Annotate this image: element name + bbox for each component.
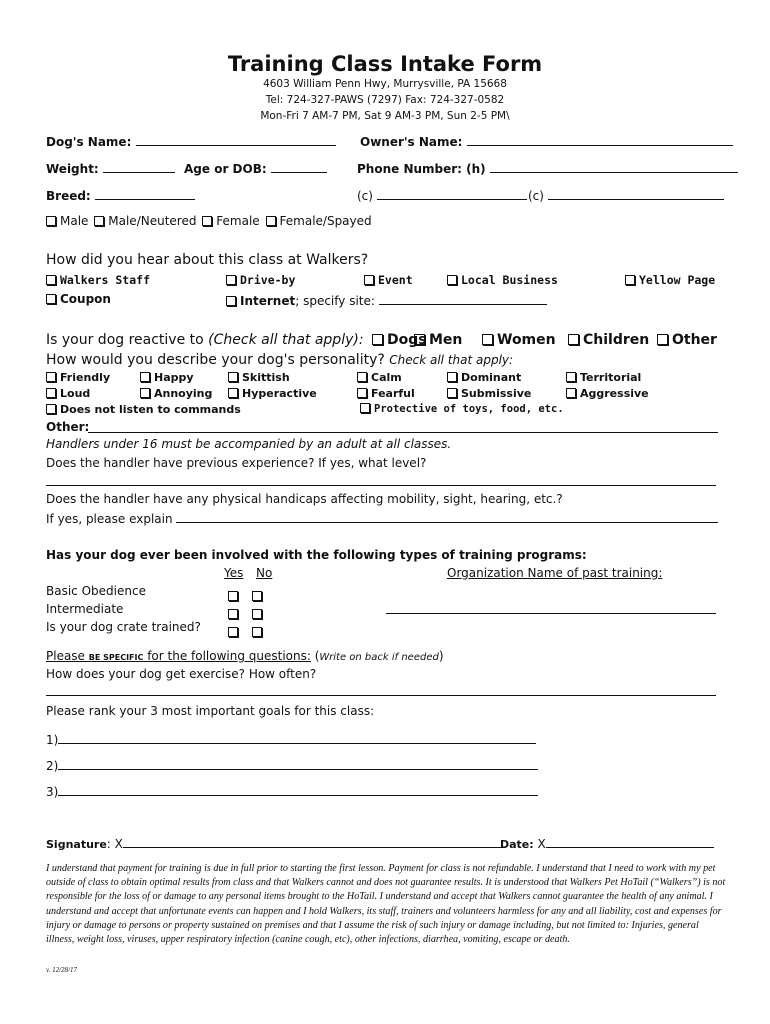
cell-2-field[interactable] bbox=[528, 187, 724, 203]
intermediate-no-checkbox[interactable] bbox=[252, 604, 266, 623]
female-checkbox[interactable] bbox=[202, 216, 212, 226]
goal-1-field[interactable] bbox=[46, 731, 536, 747]
personality-dominant[interactable]: Dominant bbox=[447, 371, 521, 384]
goal-2-blank[interactable] bbox=[58, 757, 538, 770]
form-title: Training Class Intake Form bbox=[227, 52, 543, 76]
cell-1-label: (c) bbox=[357, 189, 373, 203]
goal-3-field[interactable] bbox=[46, 783, 538, 799]
handler-experience-question: Does the handler have previous experience? If yes, what level? bbox=[46, 456, 427, 470]
liability-disclaimer: I understand that payment for training is due in full prior to starting the first lesson. Payment for class is not refundable. I understand that I need to work with my pet outside of class to obtain optimal results from class and that Walkers cannot and does not guarantee results. It is understood that Walkers Pet HoTail (“Walkers”) is not responsible for the loss of or damage to any personal items brought to the HoTail. I understand and accept that Walkers cannot guarantee the health of any animal. I understand and accept that unfortunate events can happen and I hold Walkers, its staff, trainers and volunteers harmless for any and all liability, cost and expenses for injury or damage to persons or property sustained on premises and that I assume the risk of such injury or damage including, but not limited to: Injuries, general illness, weight loss, viruses, upper respiratory infection (canine cough, etc), other infections, diarrhea, vomiting, escape or death. bbox=[46, 863, 726, 946]
personality-annoying[interactable]: Annoying bbox=[140, 387, 212, 400]
goal-3-label: 3) bbox=[46, 785, 59, 799]
dog-name-label: Dog's Name: bbox=[46, 135, 132, 149]
basic-obedience-no-checkbox[interactable] bbox=[252, 586, 266, 605]
training-org-header: Organization Name of past training: bbox=[447, 566, 663, 580]
age-label: Age or DOB: bbox=[184, 162, 267, 176]
dog-name-field[interactable] bbox=[46, 133, 336, 149]
owner-name-field[interactable] bbox=[360, 133, 733, 149]
personality-aggressive[interactable]: Aggressive bbox=[566, 387, 649, 400]
personality-happy[interactable]: Happy bbox=[140, 371, 194, 384]
age-field[interactable] bbox=[184, 160, 327, 176]
personality-fearful[interactable]: Fearful bbox=[357, 387, 415, 400]
personality-hyperactive[interactable]: Hyperactive bbox=[228, 387, 317, 400]
owner-name-label: Owner's Name: bbox=[360, 135, 463, 149]
breed-label: Breed: bbox=[46, 189, 91, 203]
cell-2-label: (c) bbox=[528, 189, 544, 203]
owner-name-blank[interactable] bbox=[467, 133, 733, 146]
reactive-dogs-checkbox[interactable] bbox=[372, 334, 383, 345]
hear-drive-by[interactable]: Drive-by bbox=[226, 273, 295, 287]
personality-territorial[interactable]: Territorial bbox=[566, 371, 641, 384]
handicaps-explain-blank[interactable] bbox=[176, 510, 718, 523]
goals-question: Please rank your 3 most important goals for this class: bbox=[46, 704, 375, 718]
personality-skittish[interactable]: Skittish bbox=[228, 371, 290, 384]
male-label: Male bbox=[60, 214, 89, 228]
dog-name-blank[interactable] bbox=[136, 133, 336, 146]
male-neutered-checkbox[interactable] bbox=[94, 216, 104, 226]
specify-site-label: ; specify site: bbox=[295, 294, 375, 308]
handicaps-explain-field[interactable] bbox=[46, 510, 718, 526]
specify-site-blank[interactable] bbox=[379, 292, 547, 305]
male-checkbox[interactable] bbox=[46, 216, 56, 226]
training-yes-header: Yes bbox=[224, 566, 244, 580]
hours-line: Mon-Fri 7 AM-7 PM, Sat 9 AM-3 PM, Sun 2-5 PM\ bbox=[260, 110, 510, 122]
signature-field[interactable]: Signature: X bbox=[46, 835, 503, 851]
personality-question: How would you describe your dog's personality? Check all that apply: bbox=[46, 352, 514, 368]
phone-fax-line: Tel: 724-327-PAWS (7297) Fax: 724-327-0582 bbox=[265, 94, 505, 106]
phone-field[interactable] bbox=[357, 160, 738, 176]
cell-2-blank[interactable] bbox=[548, 187, 724, 200]
hear-about-question: How did you hear about this class at Walkers? bbox=[46, 252, 369, 268]
internet-label: Internet bbox=[240, 294, 296, 308]
version-note: v. 12/28/17 bbox=[46, 966, 77, 974]
reactive-women[interactable]: Women bbox=[482, 332, 556, 348]
female-label: Female bbox=[216, 214, 260, 228]
personality-protective[interactable]: Protective of toys, food, etc. bbox=[360, 403, 564, 415]
address-line: 4603 William Penn Hwy, Murrysville, PA 15668 bbox=[263, 78, 507, 90]
personality-submissive[interactable]: Submissive bbox=[447, 387, 531, 400]
crate-trained-yes-checkbox[interactable] bbox=[228, 622, 242, 641]
goal-1-label: 1) bbox=[46, 733, 59, 747]
age-blank[interactable] bbox=[271, 160, 327, 173]
goal-1-blank[interactable] bbox=[58, 731, 536, 744]
hear-coupon[interactable]: Coupon bbox=[46, 292, 111, 306]
date-blank[interactable] bbox=[546, 835, 714, 848]
training-row-label: Is your dog crate trained? bbox=[46, 620, 201, 634]
training-no-header: No bbox=[256, 566, 273, 580]
sex-options bbox=[46, 214, 372, 228]
reactive-other[interactable]: Other bbox=[657, 332, 717, 348]
breed-field[interactable] bbox=[46, 187, 195, 203]
crate-trained-no-checkbox[interactable] bbox=[252, 622, 266, 641]
personality-loud[interactable]: Loud bbox=[46, 387, 90, 400]
weight-blank[interactable] bbox=[103, 160, 175, 173]
goal-3-blank[interactable] bbox=[58, 783, 538, 796]
cell-1-blank[interactable] bbox=[377, 187, 527, 200]
goal-2-field[interactable] bbox=[46, 757, 538, 773]
female-spayed-checkbox[interactable] bbox=[266, 216, 276, 226]
reactive-question: Is your dog reactive to (Check all that apply): Dogs bbox=[46, 332, 427, 348]
weight-label: Weight: bbox=[46, 162, 99, 176]
personality-friendly[interactable]: Friendly bbox=[46, 371, 110, 384]
personality-other-blank[interactable] bbox=[88, 432, 718, 433]
female-spayed-label: Female/Spayed bbox=[279, 214, 372, 228]
personality-other-label: Other: bbox=[46, 420, 90, 434]
cell-1-field[interactable] bbox=[357, 187, 527, 203]
goal-2-label: 2) bbox=[46, 759, 59, 773]
hear-walkers-staff[interactable]: Walkers Staff bbox=[46, 273, 150, 287]
handicaps-question: Does the handler have any physical handicaps affecting mobility, sight, hearing, etc.? bbox=[46, 492, 563, 506]
personality-does-not-listen[interactable]: Does not listen to commands bbox=[46, 403, 241, 416]
date-label: Date: bbox=[500, 838, 534, 851]
training-org-blank[interactable] bbox=[386, 613, 716, 614]
date-field[interactable]: Date: X bbox=[500, 835, 714, 851]
male-neutered-label: Male/Neutered bbox=[108, 214, 197, 228]
training-row-label: Intermediate bbox=[46, 602, 124, 616]
hear-internet[interactable] bbox=[226, 292, 547, 308]
phone-label: Phone Number: (h) bbox=[357, 162, 486, 176]
intermediate-yes-checkbox[interactable] bbox=[228, 604, 242, 623]
handicaps-explain-label: If yes, please explain bbox=[46, 512, 173, 526]
training-row-label: Basic Obedience bbox=[46, 584, 146, 598]
handler-age-note: Handlers under 16 must be accompanied by an adult at all classes. bbox=[46, 437, 452, 451]
reactive-men[interactable]: Men bbox=[414, 332, 462, 348]
hear-local-business[interactable]: Local Business bbox=[447, 273, 558, 287]
signature-label: Signature bbox=[46, 838, 107, 851]
training-question: Has your dog ever been involved with the following types of training programs: bbox=[46, 548, 587, 562]
be-specific-heading: Please BE SPECIFIC for the following questions: (Write on back if needed) bbox=[46, 649, 444, 663]
phone-blank[interactable] bbox=[490, 160, 738, 173]
hear-event[interactable]: Event bbox=[364, 273, 413, 287]
reactive-children[interactable]: Children bbox=[568, 332, 649, 348]
hear-yellow-page[interactable]: Yellow Page bbox=[625, 273, 715, 287]
exercise-blank[interactable] bbox=[46, 695, 716, 696]
handler-experience-blank[interactable] bbox=[46, 485, 716, 486]
personality-calm[interactable]: Calm bbox=[357, 371, 402, 384]
basic-obedience-yes-checkbox[interactable] bbox=[228, 586, 242, 605]
signature-blank[interactable] bbox=[123, 835, 503, 848]
breed-blank[interactable] bbox=[95, 187, 195, 200]
weight-field[interactable] bbox=[46, 160, 175, 176]
exercise-question: How does your dog get exercise? How often? bbox=[46, 667, 317, 681]
